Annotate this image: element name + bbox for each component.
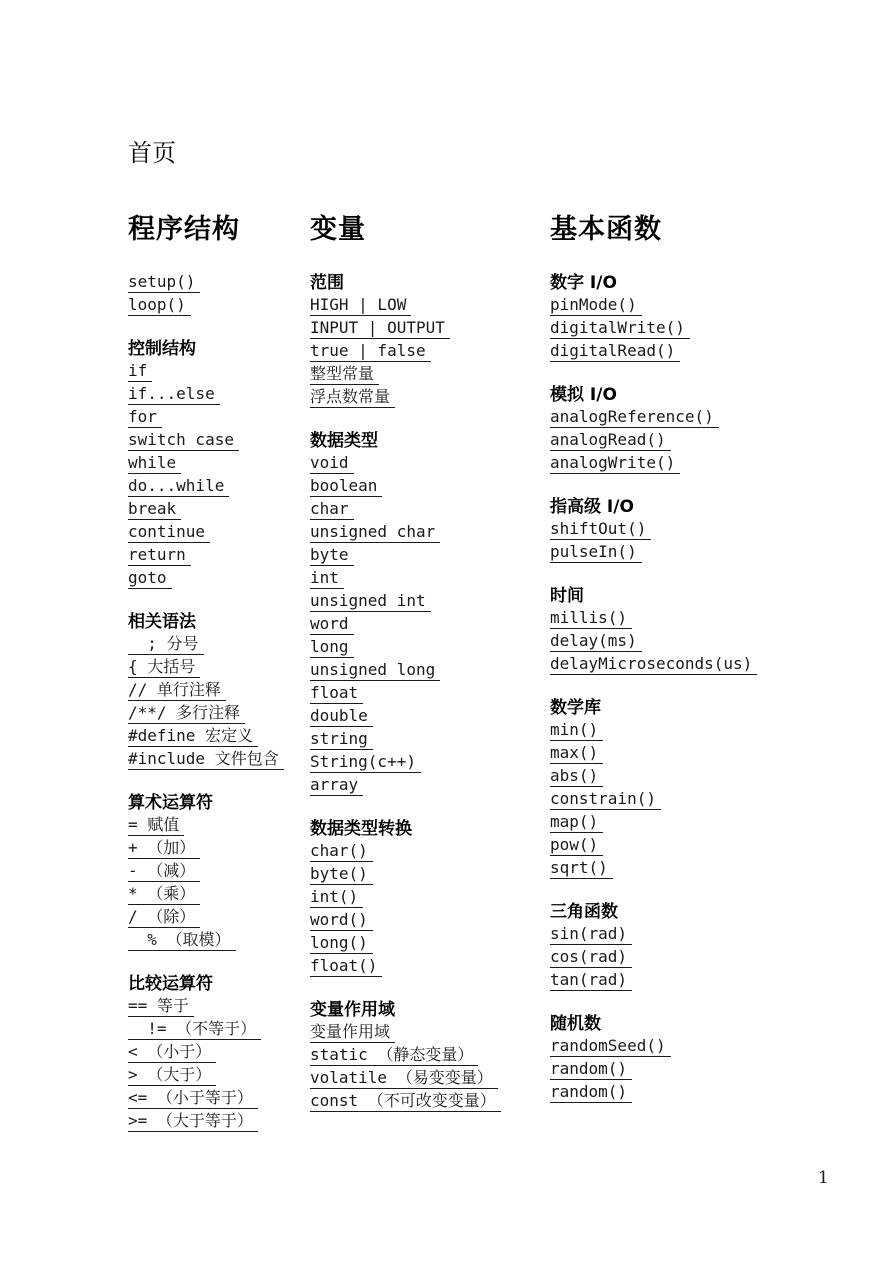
index-section bbox=[128, 611, 310, 772]
section-title: 数字 I/O bbox=[550, 273, 617, 293]
section-title: 变量作用域 bbox=[310, 1000, 395, 1020]
link-item[interactable]: random() bbox=[550, 1059, 632, 1080]
link-item[interactable]: { 大括号 bbox=[128, 657, 200, 678]
link-item[interactable]: * （乘） bbox=[128, 884, 200, 905]
link-item[interactable]: unsigned long bbox=[310, 660, 440, 681]
link-row bbox=[128, 861, 310, 884]
link-item[interactable]: HIGH | LOW bbox=[310, 295, 411, 316]
link-row bbox=[310, 364, 550, 387]
link-row bbox=[310, 683, 550, 706]
section-title: 模拟 I/O bbox=[550, 385, 617, 405]
link-item[interactable]: - （减） bbox=[128, 861, 200, 882]
link-row bbox=[550, 453, 880, 476]
index-section bbox=[310, 999, 550, 1114]
link-row bbox=[128, 384, 310, 407]
link-row bbox=[310, 318, 550, 341]
index-section bbox=[128, 338, 310, 591]
column-heading: 程序结构 bbox=[128, 214, 240, 245]
link-item[interactable]: sqrt() bbox=[550, 858, 613, 879]
link-item[interactable]: float() bbox=[310, 956, 382, 977]
section-title: 范围 bbox=[310, 273, 344, 293]
link-row bbox=[550, 542, 880, 565]
link-item[interactable]: < （小于） bbox=[128, 1042, 216, 1063]
link-row bbox=[128, 749, 310, 772]
link-row bbox=[128, 726, 310, 749]
link-row bbox=[128, 1111, 310, 1134]
link-row bbox=[550, 947, 880, 970]
link-row bbox=[310, 864, 550, 887]
link-row bbox=[550, 766, 880, 789]
link-row bbox=[128, 522, 310, 545]
link-row bbox=[128, 499, 310, 522]
link-item[interactable]: boolean bbox=[310, 476, 382, 497]
link-row bbox=[310, 933, 550, 956]
link-row bbox=[128, 907, 310, 930]
link-row bbox=[550, 318, 880, 341]
link-item[interactable]: return bbox=[128, 545, 191, 566]
link-row bbox=[550, 295, 880, 318]
link-row bbox=[128, 1088, 310, 1111]
link-row bbox=[128, 657, 310, 680]
link-row bbox=[128, 1042, 310, 1065]
link-item[interactable]: if...else bbox=[128, 384, 220, 405]
index-section bbox=[550, 585, 880, 677]
link-item[interactable]: cos(rad) bbox=[550, 947, 632, 968]
link-item[interactable]: pow() bbox=[550, 835, 603, 856]
link-item[interactable]: continue bbox=[128, 522, 210, 543]
link-row bbox=[550, 924, 880, 947]
link-row bbox=[550, 608, 880, 631]
link-row bbox=[310, 591, 550, 614]
link-row bbox=[550, 1059, 880, 1082]
link-row bbox=[310, 568, 550, 591]
link-item[interactable]: unsigned char bbox=[310, 522, 440, 543]
link-row bbox=[310, 1091, 550, 1114]
link-row bbox=[310, 775, 550, 798]
link-item[interactable]: for bbox=[128, 407, 162, 428]
link-item[interactable]: >= （大于等于） bbox=[128, 1111, 258, 1132]
link-item[interactable]: min() bbox=[550, 720, 603, 741]
link-item[interactable]: true | false bbox=[310, 341, 431, 362]
link-row bbox=[550, 407, 880, 430]
index-section bbox=[550, 697, 880, 881]
link-item[interactable]: sin(rad) bbox=[550, 924, 632, 945]
section-title: 数据类型 bbox=[310, 431, 378, 451]
link-item[interactable]: switch case bbox=[128, 430, 239, 451]
section-title: 比较运算符 bbox=[128, 974, 213, 994]
link-row bbox=[128, 1065, 310, 1088]
link-row bbox=[310, 1022, 550, 1045]
link-row bbox=[310, 887, 550, 910]
link-item[interactable]: analogWrite() bbox=[550, 453, 680, 474]
section-title: 指高级 I/O bbox=[550, 497, 634, 517]
index-section bbox=[310, 818, 550, 979]
section-title: 时间 bbox=[550, 586, 584, 606]
index-section bbox=[310, 430, 550, 798]
link-row bbox=[128, 680, 310, 703]
link-row bbox=[310, 1045, 550, 1068]
link-item[interactable]: ; 分号 bbox=[128, 634, 204, 655]
link-item[interactable]: double bbox=[310, 706, 373, 727]
link-item[interactable]: int() bbox=[310, 887, 363, 908]
link-row bbox=[310, 1068, 550, 1091]
link-row bbox=[310, 614, 550, 637]
link-item[interactable]: string bbox=[310, 729, 373, 750]
index-section bbox=[550, 496, 880, 565]
link-item[interactable]: // 单行注释 bbox=[128, 680, 226, 701]
index-section bbox=[128, 973, 310, 1134]
link-row bbox=[550, 812, 880, 835]
link-item[interactable]: / （除） bbox=[128, 907, 200, 928]
index-column bbox=[310, 212, 550, 1134]
link-row bbox=[550, 970, 880, 993]
link-item[interactable]: = 赋值 bbox=[128, 815, 184, 836]
link-item[interactable]: randomSeed() bbox=[550, 1036, 671, 1057]
link-item[interactable]: void bbox=[310, 453, 354, 474]
link-row bbox=[310, 545, 550, 568]
link-row bbox=[550, 430, 880, 453]
page-title: 首页 bbox=[128, 139, 176, 167]
index-section bbox=[128, 272, 310, 318]
link-row bbox=[128, 996, 310, 1019]
link-item[interactable]: #define 宏定义 bbox=[128, 726, 258, 747]
index-section bbox=[550, 1013, 880, 1105]
link-row bbox=[128, 295, 310, 318]
link-item[interactable]: analogRead() bbox=[550, 430, 671, 451]
link-item[interactable]: shiftOut() bbox=[550, 519, 651, 540]
column-heading: 变量 bbox=[310, 214, 366, 245]
link-item[interactable]: max() bbox=[550, 743, 603, 764]
link-row bbox=[550, 341, 880, 364]
link-row bbox=[128, 634, 310, 657]
link-row bbox=[310, 453, 550, 476]
link-item[interactable]: pulseIn() bbox=[550, 542, 642, 563]
link-row bbox=[550, 654, 880, 677]
link-item[interactable]: char() bbox=[310, 841, 373, 862]
link-row bbox=[128, 930, 310, 953]
link-item[interactable]: abs() bbox=[550, 766, 603, 787]
link-item[interactable]: delay(ms) bbox=[550, 631, 642, 652]
link-item[interactable]: % （取模） bbox=[128, 930, 236, 951]
section-title: 三角函数 bbox=[550, 902, 618, 922]
link-item[interactable]: array bbox=[310, 775, 363, 796]
link-item[interactable]: byte() bbox=[310, 864, 373, 885]
link-row bbox=[310, 729, 550, 752]
index-column bbox=[128, 212, 310, 1154]
link-item[interactable]: if bbox=[128, 361, 152, 382]
index-section bbox=[550, 901, 880, 993]
index-section bbox=[310, 272, 550, 410]
link-row bbox=[128, 272, 310, 295]
link-row bbox=[310, 522, 550, 545]
link-item[interactable]: char bbox=[310, 499, 354, 520]
link-item[interactable]: != （不等于） bbox=[128, 1019, 261, 1040]
link-row bbox=[550, 720, 880, 743]
link-row bbox=[310, 841, 550, 864]
link-item[interactable]: 整型常量 bbox=[310, 364, 379, 385]
link-item[interactable]: tan(rad) bbox=[550, 970, 632, 991]
link-item[interactable]: digitalRead() bbox=[550, 341, 680, 362]
link-item[interactable]: word bbox=[310, 614, 354, 635]
index-section bbox=[128, 792, 310, 953]
page-number: 1 bbox=[818, 1168, 829, 1188]
link-row bbox=[310, 752, 550, 775]
link-item[interactable]: digitalWrite() bbox=[550, 318, 690, 339]
link-item[interactable]: analogReference() bbox=[550, 407, 719, 428]
link-row bbox=[310, 476, 550, 499]
link-item[interactable]: while bbox=[128, 453, 181, 474]
link-item[interactable]: break bbox=[128, 499, 181, 520]
section-title: 相关语法 bbox=[128, 612, 196, 632]
link-row bbox=[128, 884, 310, 907]
link-row bbox=[128, 838, 310, 861]
link-row bbox=[128, 476, 310, 499]
link-row bbox=[550, 858, 880, 881]
link-item[interactable]: map() bbox=[550, 812, 603, 833]
link-row bbox=[128, 568, 310, 591]
link-item[interactable]: random() bbox=[550, 1082, 632, 1103]
link-row bbox=[128, 453, 310, 476]
link-row bbox=[550, 631, 880, 654]
link-row bbox=[128, 407, 310, 430]
link-row bbox=[310, 341, 550, 364]
link-item[interactable]: == 等于 bbox=[128, 996, 194, 1017]
link-row bbox=[310, 637, 550, 660]
link-row bbox=[550, 1082, 880, 1105]
link-item[interactable]: /**/ 多行注释 bbox=[128, 703, 245, 724]
link-row bbox=[550, 835, 880, 858]
link-item[interactable]: long bbox=[310, 637, 354, 658]
link-row bbox=[310, 295, 550, 318]
link-item[interactable]: unsigned int bbox=[310, 591, 431, 612]
link-item[interactable]: pinMode() bbox=[550, 295, 642, 316]
link-row bbox=[550, 789, 880, 812]
link-item[interactable]: byte bbox=[310, 545, 354, 566]
link-row bbox=[128, 545, 310, 568]
link-item[interactable]: String(c++) bbox=[310, 752, 421, 773]
link-row bbox=[128, 430, 310, 453]
index-column bbox=[550, 212, 880, 1125]
link-row bbox=[550, 519, 880, 542]
link-row bbox=[128, 703, 310, 726]
link-row bbox=[310, 706, 550, 729]
section-title: 控制结构 bbox=[128, 339, 196, 359]
link-item[interactable]: INPUT | OUTPUT bbox=[310, 318, 450, 339]
index-section bbox=[550, 272, 880, 364]
link-row bbox=[310, 956, 550, 979]
link-item[interactable]: volatile （易变变量） bbox=[310, 1068, 498, 1089]
link-item[interactable]: static （静态变量） bbox=[310, 1045, 478, 1066]
link-item[interactable]: setup() bbox=[128, 272, 200, 293]
link-item[interactable]: word() bbox=[310, 910, 373, 931]
link-item[interactable]: int bbox=[310, 568, 344, 589]
link-item[interactable]: do...while bbox=[128, 476, 229, 497]
link-row bbox=[128, 1019, 310, 1042]
link-row bbox=[550, 743, 880, 766]
link-row bbox=[128, 361, 310, 384]
link-row bbox=[310, 910, 550, 933]
link-item[interactable]: millis() bbox=[550, 608, 632, 629]
section-title: 随机数 bbox=[550, 1014, 601, 1034]
link-item[interactable]: > （大于） bbox=[128, 1065, 216, 1086]
link-item[interactable]: <= （小于等于） bbox=[128, 1088, 258, 1109]
link-item[interactable]: float bbox=[310, 683, 363, 704]
index-section bbox=[550, 384, 880, 476]
link-row bbox=[310, 660, 550, 683]
column-heading: 基本函数 bbox=[550, 214, 662, 245]
link-item[interactable]: loop() bbox=[128, 295, 191, 316]
link-row bbox=[310, 499, 550, 522]
section-title: 算术运算符 bbox=[128, 793, 213, 813]
link-item[interactable]: long() bbox=[310, 933, 373, 954]
link-item[interactable]: 浮点数常量 bbox=[310, 387, 395, 408]
link-item[interactable]: delayMicroseconds(us) bbox=[550, 654, 757, 675]
link-item[interactable]: 变量作用域 bbox=[310, 1022, 395, 1043]
link-item[interactable]: #include 文件包含 bbox=[128, 749, 284, 770]
index-columns bbox=[128, 212, 880, 1154]
link-item[interactable]: const （不可改变变量） bbox=[310, 1091, 501, 1112]
link-row bbox=[310, 387, 550, 410]
link-row bbox=[550, 1036, 880, 1059]
link-item[interactable]: constrain() bbox=[550, 789, 661, 810]
link-item[interactable]: goto bbox=[128, 568, 172, 589]
section-title: 数据类型转换 bbox=[310, 819, 412, 839]
link-item[interactable]: + （加） bbox=[128, 838, 200, 859]
section-title: 数学库 bbox=[550, 698, 601, 718]
link-row bbox=[128, 815, 310, 838]
